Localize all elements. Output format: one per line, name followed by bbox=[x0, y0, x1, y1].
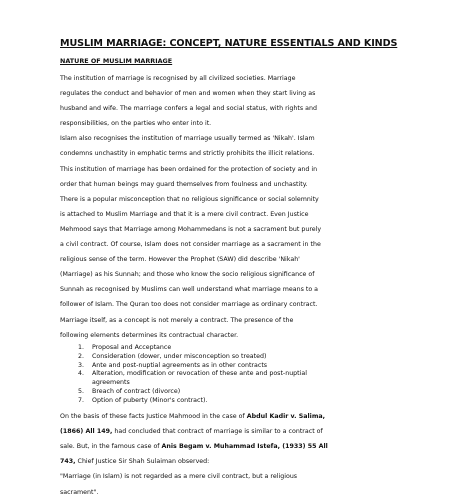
paragraph-line bbox=[60, 409, 405, 424]
paragraph-line: a civil contract. Of course, Islam does not consider marriage as a sacrament in the bbox=[60, 241, 321, 249]
paragraph-nature bbox=[60, 71, 405, 343]
paragraph-cases bbox=[60, 409, 405, 500]
paragraph-line: (Marriage) as his Sunnah; and those who know the socio religious significance of bbox=[60, 271, 315, 279]
list-number: 7. bbox=[77, 397, 84, 405]
list-text: Breach of contract (divorce) bbox=[92, 388, 181, 396]
list-text: agreements bbox=[92, 379, 130, 387]
list-text: Option of puberty (Minor's contract). bbox=[92, 397, 208, 405]
list-number: 4. bbox=[77, 370, 84, 378]
paragraph-line: Marriage itself, as a concept is not merely a contract. The presence of the bbox=[60, 316, 294, 324]
paragraph-line: following elements determines its contractual character. bbox=[60, 331, 239, 339]
paragraph-line: order that human beings may guard themselves from foulness and unchastity. bbox=[60, 180, 308, 188]
paragraph-line: The institution of marriage is recognised by all civilized societies. Marriage bbox=[60, 75, 296, 82]
case-citation: Abdul Kadir v. Salima, bbox=[246, 413, 326, 421]
document-title: MUSLIM MARRIAGE: CONCEPT, NATURE ESSENTIALS AND KINDS bbox=[60, 38, 398, 49]
list-number: 1. bbox=[77, 343, 84, 351]
paragraph-line: This institution of marriage has been ordained for the protection of society and in bbox=[60, 165, 318, 173]
case-citation: Anis Begam v. Muhammad Istefa, (1933) 55 All bbox=[161, 443, 328, 451]
list-item bbox=[60, 362, 405, 371]
text-span: sale. But, in the famous case of bbox=[60, 443, 162, 451]
list-item bbox=[60, 379, 405, 388]
list-number: 2. bbox=[77, 352, 84, 360]
paragraph-line: Mehmood says that Marriage among Mohammedans is not a sacrament but purely bbox=[60, 225, 322, 233]
text-span: had concluded that contract of marriage is similar to a contract of bbox=[112, 428, 323, 436]
paragraph-line: Islam also recognises the institution of marriage usually termed as 'Nikah'. Islam bbox=[60, 135, 315, 143]
list-number: 5. bbox=[77, 388, 84, 396]
list-text: Proposal and Acceptance bbox=[92, 343, 172, 351]
paragraph-line: responsibilities, on the parties who enter into it. bbox=[60, 120, 212, 128]
elements-list bbox=[60, 344, 405, 406]
case-citation: 743, bbox=[60, 458, 76, 466]
list-text: Alteration, modification or revocation of these ante and post-nuptial bbox=[92, 370, 308, 378]
case-citation: (1866) All 149, bbox=[60, 428, 113, 436]
paragraph-line: religious sense of the term. However the Prophet (SAW) did describe 'Nikah' bbox=[60, 256, 300, 264]
list-item bbox=[60, 353, 405, 362]
list-text: Consideration (dower, under misconception so treated) bbox=[92, 352, 267, 360]
quote-line: sacrament". bbox=[60, 488, 99, 496]
paragraph-line: regulates the conduct and behavior of men and women when they start living as bbox=[60, 90, 316, 98]
paragraph-line: is attached to Muslim Marriage and that it is a mere civil contract. Even Justice bbox=[60, 210, 309, 218]
text-span: On the basis of these facts Justice Mahmood in the case of bbox=[60, 413, 247, 421]
list-item bbox=[60, 370, 405, 379]
list-number: 3. bbox=[77, 361, 84, 369]
paragraph-line bbox=[60, 454, 405, 469]
paragraph-line bbox=[60, 439, 405, 454]
section-heading: NATURE OF MUSLIM MARRIAGE bbox=[60, 57, 173, 65]
list-text: Ante and post-nuptial agreements as in other contracts bbox=[92, 361, 268, 369]
paragraph-line: There is a popular misconception that no religious significance or social solemnity bbox=[60, 195, 319, 203]
paragraph-line: follower of Islam. The Quran too does not consider marriage as ordinary contract. bbox=[60, 301, 318, 309]
quote-line: "Marriage (in Islam) is not regarded as a mere civil contract, but a religious bbox=[60, 473, 298, 481]
list-number bbox=[60, 379, 92, 388]
paragraph-line: husband and wife. The marriage confers a legal and social status, with rights and bbox=[60, 105, 318, 113]
list-item bbox=[60, 344, 405, 353]
paragraph-line: condemns unchastity in emphatic terms and strictly prohibits the illicit relations. bbox=[60, 150, 315, 158]
list-item bbox=[60, 388, 405, 397]
list-item bbox=[60, 397, 405, 406]
paragraph-line: Sunnah as recognised by Muslims can well understand what marriage means to a bbox=[60, 286, 319, 294]
paragraph-line bbox=[60, 424, 405, 439]
text-span: Chief Justice Sir Shah Sulaiman observed: bbox=[75, 458, 210, 466]
